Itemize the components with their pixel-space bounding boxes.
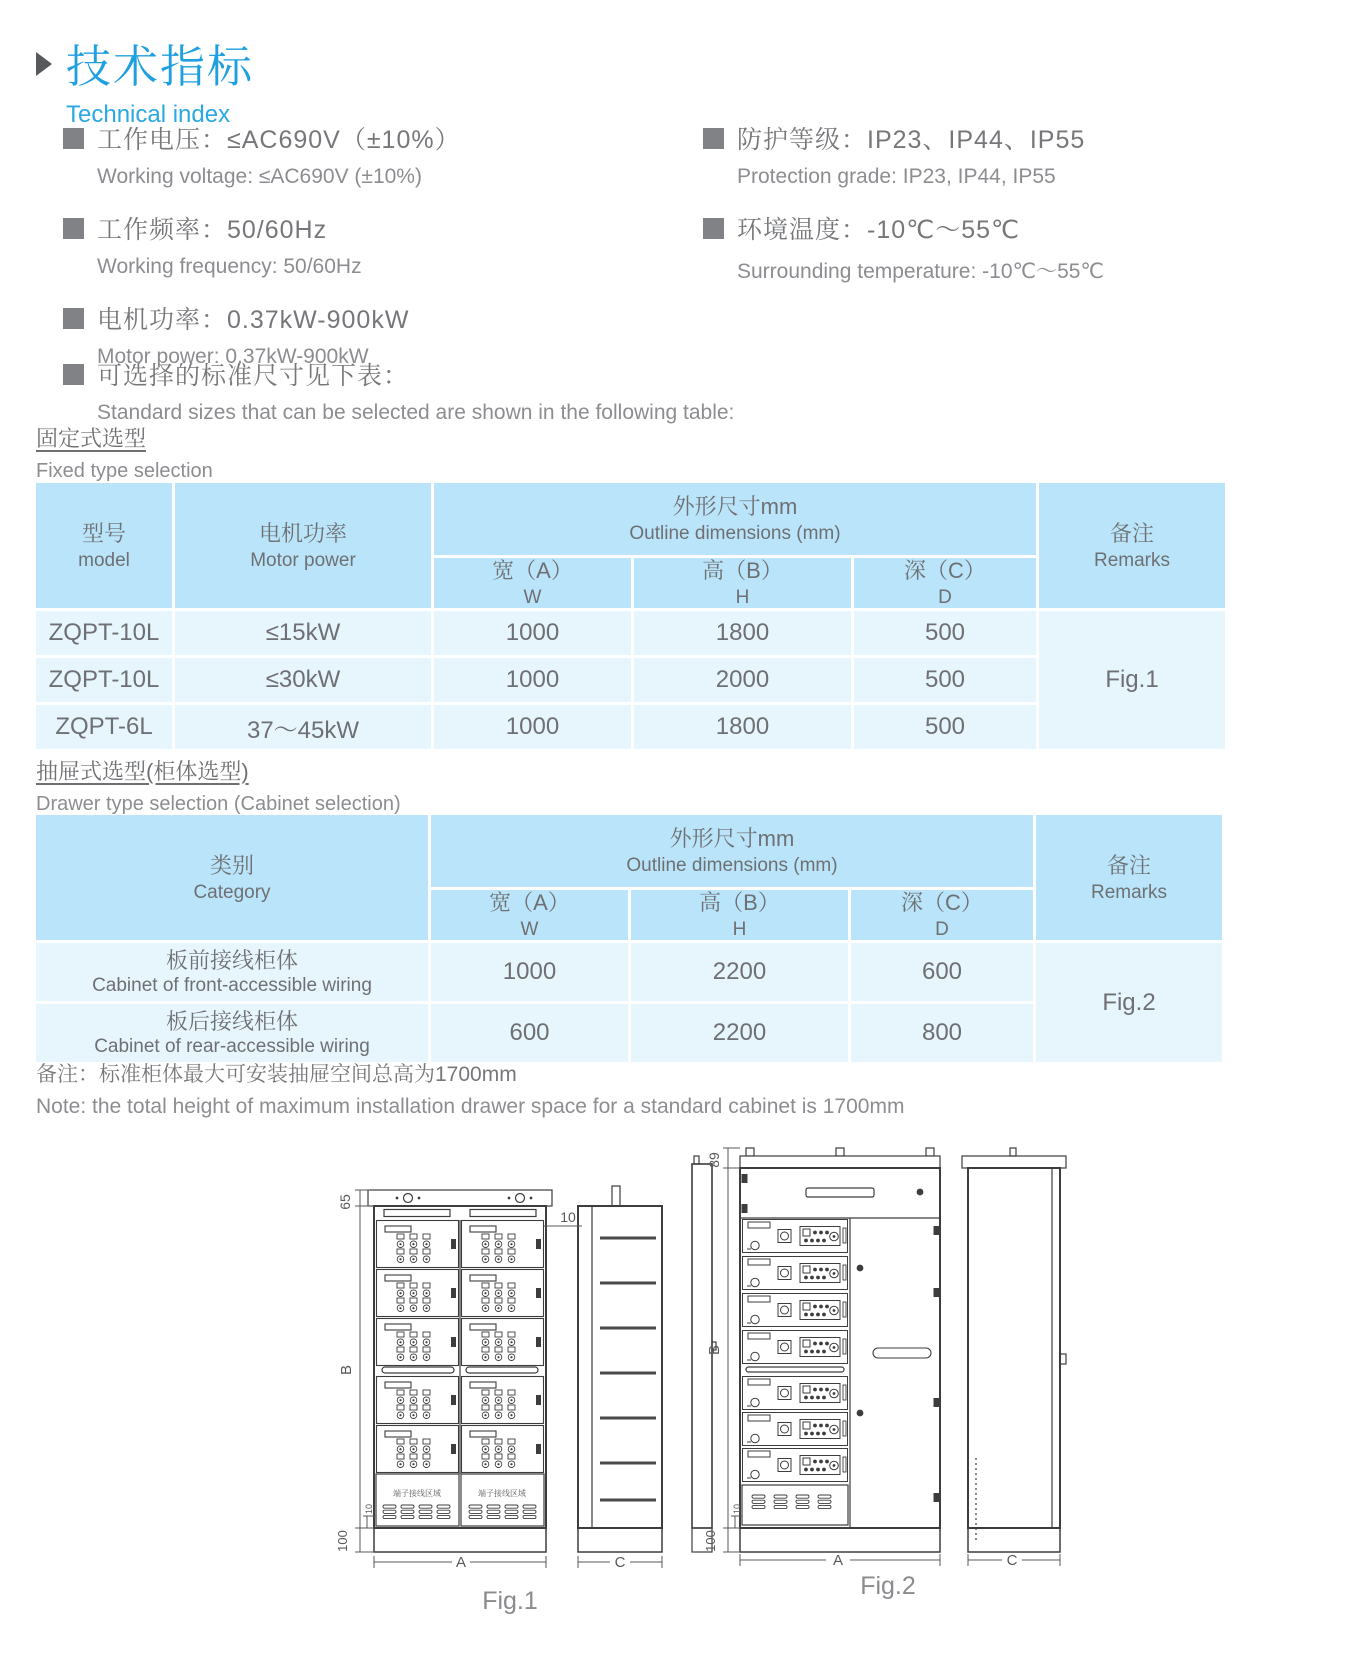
- fig2-dim-A: A: [832, 1552, 844, 1568]
- drawer-table-caption-en: Drawer type selection (Cabinet selection): [36, 793, 401, 815]
- cell-height: 2200: [631, 943, 848, 1001]
- cell-width: 1000: [434, 658, 631, 702]
- header-dims-en: Outline dimensions (mm): [626, 855, 838, 876]
- header-h-en: H: [735, 587, 750, 608]
- title-block: [36, 30, 254, 129]
- header-w-zh: 宽（A）: [489, 890, 570, 915]
- page-title-en: Technical index: [66, 101, 231, 128]
- cell-width: 1000: [431, 943, 628, 1001]
- specs-right-column: [703, 120, 1323, 306]
- page-title-zh: 技术指标: [66, 41, 255, 92]
- col-header-height: [631, 890, 848, 940]
- header-h-zh: 高（B）: [702, 558, 783, 583]
- header-model-en: model: [78, 549, 130, 571]
- cell-depth: 600: [851, 943, 1033, 1001]
- col-header-width: [431, 890, 628, 940]
- col-header-motor-power: [175, 483, 431, 608]
- bullet-square-icon: [63, 364, 84, 385]
- fig1-caption: Fig.1: [482, 1587, 538, 1615]
- bullet-square-icon: [63, 308, 84, 329]
- header-d-zh: 深（C）: [904, 558, 986, 583]
- spec-en: Motor power: 0.37kW-900kW: [97, 345, 369, 368]
- fig2-drawing: [688, 1108, 1088, 1568]
- fig1-dim-A: A: [455, 1554, 467, 1571]
- cell-power: ≤30kW: [175, 658, 431, 702]
- header-power-zh: 电机功率: [258, 520, 347, 546]
- fig1-dim-100: 100: [335, 1530, 350, 1552]
- cell-width: 600: [431, 1004, 628, 1062]
- fig1-terminal-label-left: 端子接线区域: [393, 1489, 441, 1498]
- col-header-remarks: [1039, 483, 1225, 608]
- header-h-zh: 高（B）: [699, 890, 780, 915]
- fig1-side-view: [578, 1186, 662, 1552]
- spec-en: Protection grade: IP23, IP44, IP55: [737, 165, 1056, 188]
- col-header-model: [36, 483, 172, 608]
- spec-item-protection-grade: [703, 120, 1323, 189]
- figure-1: [330, 1138, 690, 1616]
- drawer-table-caption-zh: 抽屉式选型(柜体选型): [36, 759, 249, 784]
- fig2-caption: Fig.2: [860, 1572, 916, 1600]
- header-d-zh: 深（C）: [901, 890, 983, 915]
- fixed-table-caption-zh: 固定式选型: [36, 426, 147, 451]
- cell-category-zh: 板前接线柜体: [165, 947, 298, 973]
- drawer-table-caption: [36, 755, 401, 816]
- spec-item-surrounding-temperature: [703, 210, 1323, 285]
- cell-model: ZQPT-6L: [36, 705, 172, 749]
- col-header-height: [634, 558, 851, 608]
- spec-zh: 可选择的标准尺寸见下表：: [97, 362, 410, 390]
- fig2-dim-10-small: 10: [732, 1503, 742, 1515]
- header-remarks-en: Remarks: [1090, 881, 1167, 903]
- spec-zh: 防护等级：IP23、IP44、IP55: [737, 126, 1086, 154]
- cell-width: 1000: [434, 705, 631, 749]
- fixed-table-caption-en: Fixed type selection: [36, 460, 213, 482]
- cell-height: 2000: [634, 658, 851, 702]
- fig1-dim-65: 65: [337, 1194, 353, 1210]
- cell-power: ≤15kW: [175, 611, 431, 655]
- drawer-type-table: [36, 815, 1222, 1062]
- fig1-dim-C: C: [614, 1554, 626, 1571]
- spec-item-working-voltage: [63, 120, 683, 189]
- fixed-table-caption: [36, 422, 213, 483]
- spec-zh: 电机功率：0.37kW-900kW: [97, 306, 410, 334]
- cell-category-zh: 板后接线柜体: [165, 1008, 298, 1034]
- cell-remark: Fig.2: [1036, 943, 1222, 1062]
- cell-category-en: Cabinet of front-accessible wiring: [92, 974, 372, 996]
- header-d-en: D: [938, 587, 952, 608]
- spec-item-working-frequency: [63, 210, 683, 279]
- fig1-dim-B: B: [338, 1364, 355, 1376]
- header-h-en: H: [732, 919, 747, 940]
- fixed-type-table: [36, 483, 1225, 749]
- fig2-drawer-units: [743, 1220, 848, 1482]
- col-header-depth: [851, 890, 1033, 940]
- cell-category: [36, 943, 428, 1001]
- fig2-dim-89: 89: [706, 1152, 722, 1168]
- col-header-remarks: [1036, 815, 1222, 940]
- col-header-outline-dims: [431, 815, 1033, 887]
- header-remarks-en: Remarks: [1093, 549, 1170, 571]
- fig2-side-view: [962, 1148, 1066, 1552]
- spec-item-standard-sizes: [63, 356, 963, 425]
- spec-zh: 工作电压：≤AC690V（±10%）: [97, 126, 461, 154]
- fig2-dim-100: 100: [703, 1530, 718, 1552]
- spec-en: Working voltage: ≤AC690V (±10%): [97, 165, 422, 188]
- figure-2: [688, 1108, 1088, 1601]
- cell-power: 37～45kW: [175, 705, 431, 749]
- cell-category: [36, 1004, 428, 1062]
- cell-width: 1000: [434, 611, 631, 655]
- cell-category-en: Cabinet of rear-accessible wiring: [94, 1035, 370, 1057]
- cell-depth: 500: [854, 658, 1036, 702]
- bullet-square-icon: [703, 218, 724, 239]
- spec-zh: 环境温度：-10℃～55℃: [737, 216, 1021, 244]
- header-w-en: W: [523, 587, 542, 608]
- fig1-dim-10: 10: [560, 1209, 576, 1225]
- cell-depth: 800: [851, 1004, 1033, 1062]
- table-note-zh: 备注：标准柜体最大可安装抽屉空间总高为1700mm: [36, 1063, 517, 1086]
- fig1-dim-10-small: 10: [364, 1503, 374, 1515]
- header-power-en: Motor power: [250, 549, 356, 571]
- header-remarks-zh: 备注: [1106, 852, 1151, 878]
- fig2-dim-B: B: [706, 1344, 723, 1356]
- spec-en: Working frequency: 50/60Hz: [97, 255, 362, 278]
- cell-model: ZQPT-10L: [36, 658, 172, 702]
- cell-depth: 500: [854, 611, 1036, 655]
- cell-remark: Fig.1: [1039, 611, 1225, 749]
- cell-height: 2200: [631, 1004, 848, 1062]
- header-dims-zh: 外形尺寸mm: [672, 494, 798, 519]
- fig2-dim-C: C: [1006, 1552, 1018, 1568]
- header-category-zh: 类别: [209, 852, 254, 878]
- bullet-square-icon: [63, 128, 84, 149]
- cell-model: ZQPT-10L: [36, 611, 172, 655]
- spec-zh: 工作频率：50/60Hz: [97, 216, 328, 244]
- cell-height: 1800: [634, 611, 851, 655]
- fig1-drawing: [330, 1138, 690, 1583]
- header-d-en: D: [935, 919, 949, 940]
- fig2-vent-slots: [752, 1495, 831, 1509]
- col-header-width: [434, 558, 631, 608]
- section-arrow-icon: [36, 52, 52, 76]
- header-w-en: W: [520, 919, 539, 940]
- cell-height: 1800: [634, 705, 851, 749]
- fig2-door-panel: [857, 1226, 940, 1502]
- header-category-en: Category: [193, 881, 271, 903]
- col-header-category: [36, 815, 428, 940]
- cell-depth: 500: [854, 705, 1036, 749]
- header-model-zh: 型号: [81, 520, 126, 546]
- table-note-en: Note: the total height of maximum installation drawer space for a standard cabinet is 1700mm: [36, 1095, 905, 1118]
- spec-en: Surrounding temperature: -10℃～55℃: [737, 260, 1105, 283]
- header-dims-en: Outline dimensions (mm): [629, 523, 841, 544]
- col-header-depth: [854, 558, 1036, 608]
- bullet-square-icon: [63, 218, 84, 239]
- col-header-outline-dims: [434, 483, 1036, 555]
- header-dims-zh: 外形尺寸mm: [669, 826, 795, 851]
- bullet-square-icon: [703, 128, 724, 149]
- fig1-terminal-label-right: 端子接线区域: [478, 1489, 526, 1498]
- spec-en: Standard sizes that can be selected are shown in the following table:: [97, 401, 735, 424]
- header-remarks-zh: 备注: [1109, 520, 1154, 546]
- header-w-zh: 宽（A）: [492, 558, 573, 583]
- specs-left-column: [63, 120, 683, 390]
